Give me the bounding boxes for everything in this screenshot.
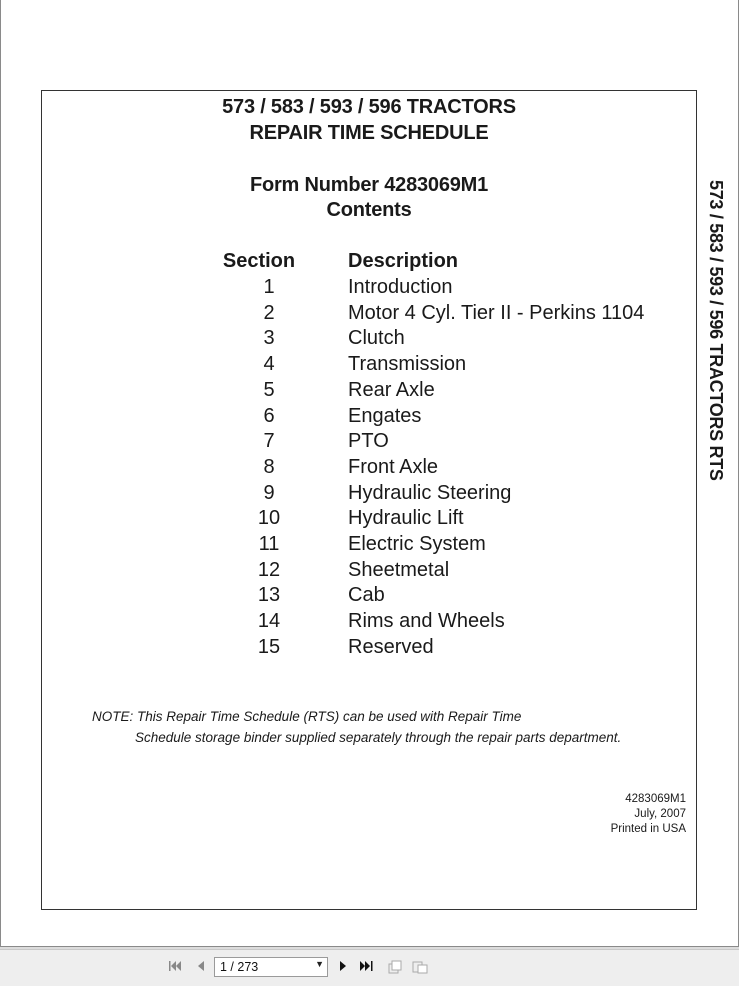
toc-section-number: 11	[258, 533, 280, 555]
toc-section-number: 12	[257, 558, 281, 581]
toc-section-number: 5	[263, 378, 275, 401]
single-page-icon[interactable]	[386, 959, 404, 977]
toc-section-description: Hydraulic Lift	[348, 507, 464, 530]
contents-heading: Contents	[326, 199, 412, 221]
toc-section-description: Cab	[348, 584, 385, 607]
toc-row	[1, 533, 739, 559]
form-number: Form Number 4283069M1	[249, 174, 489, 196]
document-subtitle: REPAIR TIME SCHEDULE	[249, 122, 489, 144]
last-page-icon[interactable]	[358, 959, 376, 977]
prev-page-icon[interactable]	[192, 959, 210, 977]
toc-header-description: Description	[348, 250, 459, 272]
toc-row	[1, 302, 739, 328]
footer-printed: Printed in USA	[610, 823, 686, 835]
toc-header	[1, 250, 739, 276]
viewer-toolbar	[0, 949, 739, 986]
footer-doc-id: 4283069M1	[625, 793, 686, 805]
toc-row	[1, 456, 739, 482]
toc-section-description: Reserved	[348, 635, 434, 658]
document-title: 573 / 583 / 593 / 596 TRACTORS	[222, 96, 516, 118]
page-number-value: 1 / 273	[220, 960, 259, 974]
toc-row	[1, 584, 739, 610]
two-page-icon[interactable]	[411, 959, 429, 977]
toc-section-description: Rear Axle	[348, 378, 435, 401]
toc-section-number: 7	[263, 430, 275, 453]
toc-section-description: Clutch	[348, 327, 405, 350]
toc-section-description: Motor 4 Cyl. Tier II - Perkins 1104	[348, 301, 645, 324]
toc-section-description: Sheetmetal	[348, 558, 450, 581]
toc-row	[1, 353, 739, 379]
toc-section-number: 4	[263, 353, 275, 376]
footer-info	[611, 792, 686, 837]
toc-section-description: Rims and Wheels	[348, 610, 505, 633]
toc-section-description: Engates	[348, 404, 422, 427]
toc-section-number: 9	[263, 481, 275, 504]
toc-section-number: 13	[257, 584, 281, 607]
toc-section-number: 1	[263, 276, 275, 298]
toc-row	[1, 405, 739, 431]
toc-section-number: 10	[257, 507, 281, 530]
toc-row	[1, 379, 739, 405]
toc-section-description: Front Axle	[348, 455, 439, 478]
toc-row	[1, 430, 739, 456]
toc-section-number: 6	[263, 404, 275, 427]
toc-row	[1, 327, 739, 353]
toc-row	[1, 636, 739, 662]
toc-section-number: 8	[263, 455, 275, 478]
toc-row	[1, 559, 739, 585]
toc-section-number: 14	[257, 610, 281, 633]
toc-section-number: 2	[263, 301, 275, 324]
toc-row	[1, 610, 739, 636]
note-line-2: Schedule storage binder supplied separately through the repair parts department.	[135, 730, 622, 745]
toc-section-description: Transmission	[348, 353, 467, 376]
toc-section-description: Hydraulic Steering	[348, 481, 512, 504]
toc-section-number: 3	[263, 327, 275, 350]
note-line-1: NOTE: This Repair Time Schedule (RTS) can be used with Repair Time	[92, 709, 522, 724]
side-title: 573 / 583 / 593 / 596 TRACTORS RTS	[706, 180, 726, 481]
page-number-select[interactable]	[214, 957, 328, 977]
toc-section-number: 15	[257, 635, 281, 658]
toc-header-section: Section	[222, 250, 296, 272]
first-page-icon[interactable]	[166, 959, 184, 977]
toc-section-description: PTO	[348, 430, 389, 453]
chevron-down-icon: ▼	[315, 959, 324, 969]
toc-row	[1, 482, 739, 508]
toc-section-description: Electric System	[348, 533, 486, 555]
toc-row	[1, 507, 739, 533]
next-page-icon[interactable]	[334, 959, 352, 977]
footer-date: July, 2007	[634, 808, 686, 820]
toc-row	[1, 276, 739, 302]
toc-section-description: Introduction	[348, 276, 453, 298]
